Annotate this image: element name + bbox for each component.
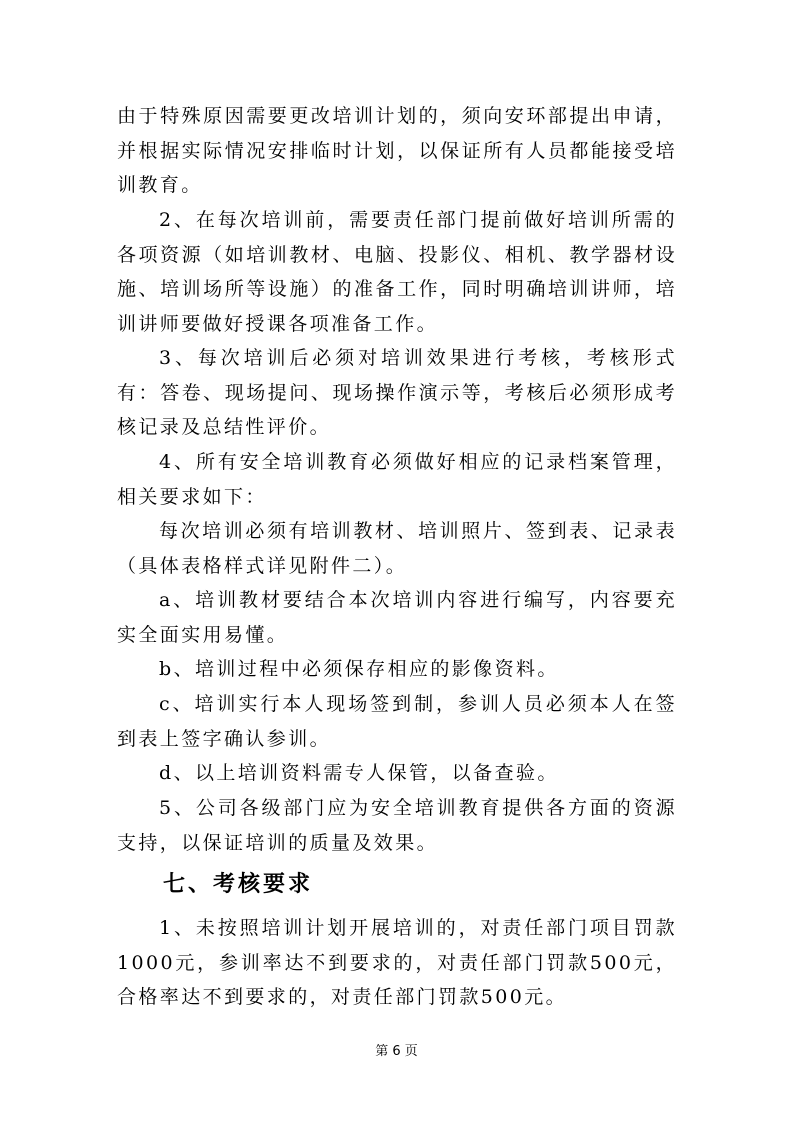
page-number: 第 6 页: [375, 1044, 418, 1059]
paragraph-item-b: b、培训过程中必须保存相应的影像资料。: [159, 658, 559, 680]
paragraph-records: 每次培训必须有培训教材、培训照片、签到表、记录表（具体表格样式详见附件二）。: [117, 520, 677, 577]
paragraph-item-c: c、培训实行本人现场签到制，参训人员必须本人在签到表上签字确认参训。: [117, 693, 677, 750]
paragraph-item-4: 4、所有安全培训教育必须做好相应的记录档案管理，相关要求如下：: [117, 451, 677, 508]
paragraph-item-d: d、以上培训资料需专人保管，以备查验。: [159, 762, 559, 784]
paragraph-item-5: 5、公司各级部门应为安全培训教育提供各方面的资源支持，以保证培训的质量及效果。: [117, 797, 677, 854]
section-heading: 七、考核要求: [163, 872, 314, 897]
paragraph-training-plan-change: 由于特殊原因需要更改培训计划的，须向安环部提出申请，并根据实际情况安排临时计划，以保证所有人员都能接受培训教育。: [117, 105, 677, 196]
paragraph-item-3: 3、每次培训后必须对培训效果进行考核，考核形式有：答卷、现场提问、现场操作演示等，考核后必须形成考核记录及总结性评价。: [117, 347, 677, 438]
paragraph-item-2: 2、在每次培训前，需要责任部门提前做好培训所需的各项资源（如培训教材、电脑、投影仪、相机、教学器材设施、培训场所等设施）的准备工作，同时明确培训讲师，培训讲师要做好授课各项准备工作。: [117, 209, 677, 335]
paragraph-item-a: a、培训教材要结合本次培训内容进行编写，内容要充实全面实用易懂。: [117, 589, 677, 646]
paragraph-penalty: 1、未按照培训计划开展培训的，对责任部门项目罚款1000元，参训率达不到要求的，对责任部门罚款500元，合格率达不到要求的，对责任部门罚款500元。: [117, 917, 677, 1008]
